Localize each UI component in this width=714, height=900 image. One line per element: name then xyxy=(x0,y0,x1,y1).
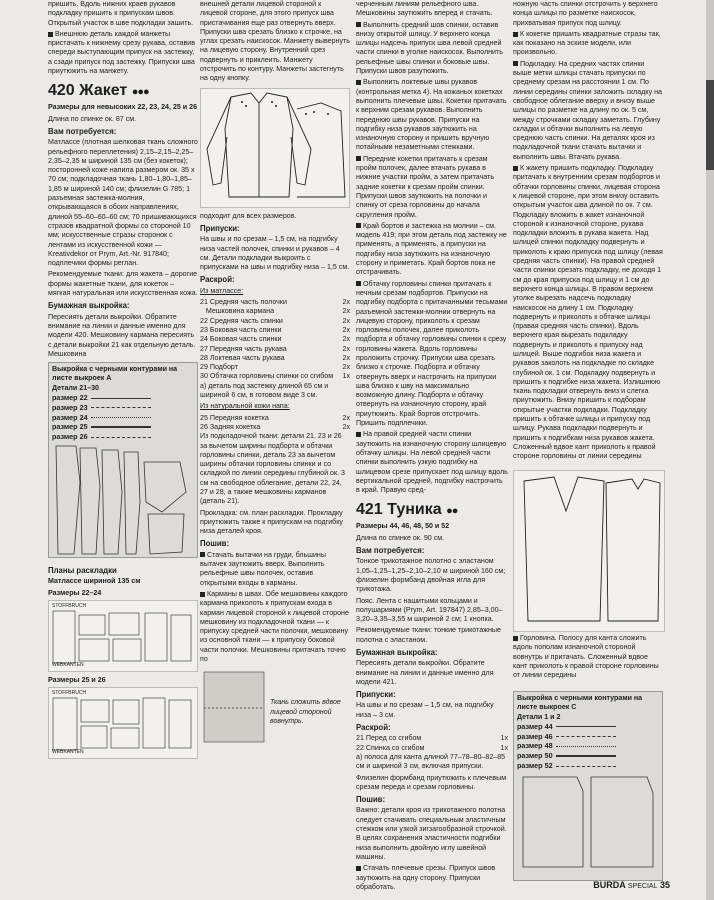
tunic-technical-drawing xyxy=(513,470,665,632)
sewing-title: Пошив: xyxy=(356,795,386,805)
brand-special: SPECIAL xyxy=(627,883,658,890)
length-label: Длина по спинке ок. 87 см. xyxy=(48,114,137,123)
tunic-pattern-diagram xyxy=(517,771,659,871)
allowance-title: Припуски: xyxy=(200,223,240,233)
brand-name: BURDA xyxy=(593,880,626,890)
cuff-text-cont: внешней детали лицевой стороной к лицевой стороне, для этого припуск шва пристачивания еще раз отвернуть вверх. Припуски шва срезать близко к строчке, на углах срезать наискосок. Манжету вывернуть на лицевую сторону. Внутренний срез подвернуть и приклеить. Манжету отстрочить по контуру. Манжеты застегнуть на одну кнопку. xyxy=(200,0,350,83)
leather-subtitle: Из натуральной кожи напа: xyxy=(200,402,290,411)
sizes-label: Размеры для невысоких 22, 23, 24, 25 и 26 xyxy=(48,103,198,112)
column-1 xyxy=(48,0,198,759)
instruction-text: Выполнить средний шов спинки, оставив внизу открытой шлицу. У верхнего конца шлицы надсечь припуск шва левой средней части спинки в уголке наискосок. Выполнить рельефные швы спинки и боковые швы. Припуски швов разутюжить. xyxy=(356,20,503,76)
size-line: размер 44 xyxy=(517,722,659,732)
size-line: размер 26 xyxy=(52,432,194,442)
list-item: 23 Боковая часть спинки 2x xyxy=(200,325,350,334)
size-line: размер 46 xyxy=(517,732,659,742)
pattern-pieces-diagram xyxy=(52,442,194,560)
list-item: 29 Подборт 2x xyxy=(200,363,350,372)
bullet-icon xyxy=(200,552,205,557)
layout-fabric: Матлассе шириной 135 см xyxy=(48,577,141,586)
pattern-sizes-legend xyxy=(517,722,659,771)
instruction-text: ножную часть спинки отстрочить у верхнего конца шлицы по разметке наискосок, прихватывая припуск под шлицу. xyxy=(513,0,658,27)
page-number: 35 xyxy=(659,880,670,890)
pattern-box-parts: Детали 1 и 2 xyxy=(517,712,561,721)
need-title: Вам потребуется: xyxy=(48,126,117,136)
cutting-extra: а) деталь под застежку длиной 65 см и шириной 6 см, в готовом виде 3 см. xyxy=(200,381,329,400)
layout-sizes-2: Размеры 25 и 26 xyxy=(48,675,106,684)
pattern-box-title: Выкройка с черными контурами на листе выкроек С xyxy=(517,694,643,712)
bullet-icon xyxy=(513,32,518,37)
instruction-text: Передние кокетки притачать к срезам пройм полочек, далее втачать рукава в нижние участки пройм, а затем притачать задние кокетки к срезам пройм спинки. Припуски швов заутюжить на полочки и спинку от среза горловины до начала скругления пройм. xyxy=(356,154,495,219)
bullet-icon xyxy=(513,61,518,66)
decor-text: Пояс. Лента с нашитыми кольцами и полушариями (Prym, Art. 197847) 2,85–3,00–3,20–3,35–3,55 м шириной 2 см; 1 кнопка. xyxy=(356,596,503,624)
column-4 xyxy=(513,0,663,464)
instruction-text: Обтачку горловины спинки притачать к нечным срезам подбортов. Припуски на подгибку подборта с притачанными тесьмами разъемной застежки-молнии отвернуть на лицевую сторону, приколоть к срезам горловины полочек, далее приколоть подборта и обтачку горловины спинки к срезу горловины жакета. Вдоль горловины проложить строчку. Припуски шва срезать близко к строчке. Подборта и обтачку отвернуть вверх и настрочить на припуски шва близко к шву на максимально возможную длину. Подборта и обтачку отвернуть на изнаночную сторону, край приутюжить. Край бортов отстрочить. Пришить подплечики. xyxy=(356,279,508,428)
bullet-icon xyxy=(356,22,361,27)
size-line: размер 25 xyxy=(52,422,194,432)
instruction-text: К кокетке пришить квадратные стразы так, как показано на эскизе модели, или произвольно. xyxy=(513,29,661,57)
bullet-icon xyxy=(200,592,205,597)
need-text: Матлассе (плотная шелковая ткань сложного рельефного переплетения) 2,15–2,15–2,25–2,35–2,35 м шириной 135 см (без кокеток); посторонней коже напила размером ок. 35 х 70 см; подкладочная ткань 1,80–1,80–1,85–1,85 м шириной 140 см; флизелин G 785; 1 разъемная застежка-молния, открывающаяся в обоих направлениях, длиной 55–60–60–60 см; 70 пришивающихся стразов квадратной формы со стороной 10 мм; искусственные стразы сторонок с лентами из искусственной кожи — Kreativdekor от Prym, Art.-Nr. 917840; подплечики формы реглан. xyxy=(48,138,198,268)
fold-caption: Ткань сложить вдвое лицевой стороной вовнутрь. xyxy=(270,699,341,725)
lining-text: Из подкладочной ткани: детали 21, 23 и 26 за вычетом ширины подборта и обтачки горловины спинки, деталь 23 за вычетом ширины обтачки горловины спинки и со складкой по линии середины глубиной ок. 3 см на свободное облегание, детали 22, 24, 27 и 28, а также мешковины карманов (деталь 21). xyxy=(200,432,345,506)
pattern-box-parts: Детали 21–30 xyxy=(52,383,99,392)
column-3 xyxy=(356,0,508,894)
size-line: размер 22 xyxy=(52,393,194,403)
list-item: 25 Передняя кокетка 2x xyxy=(200,413,350,422)
cut-note: подходит для всех размеров. xyxy=(200,211,297,220)
cutting-list xyxy=(356,734,508,753)
bullet-icon xyxy=(356,432,361,437)
difficulty-dots-icon: ●●● xyxy=(131,86,149,99)
instruction-text: Край бортов и застежка на молнии – см. модель 419; при этом деталь под застежку не применять, а применять, а припуски на подгибку низа заутюжить на изнаночную сторону и приметать. Край бортов пока не отстрачивать. xyxy=(356,221,507,277)
sewing-title: Пошив: xyxy=(200,539,230,549)
paper-pattern-text: Пересиять детали выкройки. Обратите внимание на линии и данные именно для модели 420. Мешковину кармана пересиять с детали выкройки 21 как отдельную деталь. Мешковина xyxy=(48,312,196,358)
layout-sizes-1: Размеры 22–24 xyxy=(48,588,102,597)
bullet-icon xyxy=(356,156,361,161)
instruction-text: На правой средней части спинки заутюжить на изнаночную сторону шлицевую обтачку шлицы. На левой средней части спинки выполнить узкую подгибку на шлицевом срезе припускает под шлицу вдоль вертикальной средней, подгибку настрочить в край. Правую сред- xyxy=(356,430,508,495)
allowance-title: Припуски: xyxy=(356,690,396,700)
layout-plan-2 xyxy=(48,687,198,759)
size-line: размер 48 xyxy=(517,741,659,751)
list-item: Мешковина кармана 2x xyxy=(205,307,350,316)
recommended-fabrics: Рекомендуемые ткани: тонкие трикотажные полотна с эластаном. xyxy=(356,626,501,644)
bullet-icon xyxy=(513,166,518,171)
sizes-label: Размеры 44, 46, 48, 50 и 52 xyxy=(356,522,450,531)
layout-plan-1 xyxy=(48,600,198,672)
bullet-icon xyxy=(48,32,53,37)
bullet-icon xyxy=(356,223,361,228)
interfacing-hint: Прокладка: см. план раскладки. Прокладку приутюжить также к припускам на подгибку низа деталей кроя. xyxy=(200,508,343,536)
instruction-text: К жакету пришить подкладку. Подкладку притачать к внутренним срезам подбортов и обтачки горловины спинки, лицевая сторона к лицевой стороне, при этом внизу оставить открытым участок шва длиной по ок. 7 см. Подкладку вложить в жакет изнаночной стороной к изнаночной стороне, рукава подкладки вложить в рукава жакета. Над шлицей спинки подкладку подвернуть и приколоть к краю припуска под шлицу (левая средняя часть спинки). На правой средней части спинки срезать подкладку, не доходя 1 см до края припуска под шлицу и 1 см до верхнего конца шлицы. В правом верхнем уголке вырезать надсечь подкладку наискосок на длину 1 см. Подкладку подвернуть и приколоть к обтачке шлицы (правая средняя часть спинки). Вдоль верхнего края вырезать подкладку подвернуть и приколоть к припуску над шлицей. Выше подгибок низа жакета и рукавов заколоть на подкладке по складке глубиной ок. 1 см. Подкладку подвернуть и пришить к подгибке низа жакета. Излишнюю ткань подкладки отвернуть вниз и слегка приутюжить. Внизу пришить к подборам открытые участки подкладки. Подкладку пришить к обтачке шлицы и припуску под шлицу. Рукава подкладки подвернуть и пришить к подгибкам низа рукавов жакета. Сложенный вдвое кант приколоть к правой стороне горловины от линии середины xyxy=(513,164,663,461)
selvage-label: WEBKANTEN xyxy=(52,661,84,668)
instruction-text: Выполнить локтевые швы рукавов (контрольная метка 4). На кожаных кокетках выполнить плечевые швы. Кокетки притачать к верхним срезам рукавов. Выполнить переднюю швы рукавов. Припуски на подгибку низа рукавов заутюжить на изнаночную сторону и пришить вручную потайными незаметными стежками. xyxy=(356,78,507,152)
need-text: Тонкое трикотажное полотно с эластаном 1,05–1,25–1,25–2,10–2,10 м шириной 160 см; флизелин формбанд двойная игла для трикотажа. xyxy=(356,557,506,594)
bullet-icon xyxy=(356,80,361,85)
neckline-caption: Горловина. Полосу для канта сложить вдоль пополам изнаночной стороной вовнутрь и притачать. Сложенный вдвое кант приколоть к правой стороне горловины от линии середины xyxy=(513,634,659,680)
difficulty-dots-icon: ●● xyxy=(446,505,458,518)
model-420-title: 420 Жакет ●●● xyxy=(48,82,149,100)
pattern-box-title: Выкройка с черными контурами на листе выкроек А xyxy=(52,365,178,383)
interfacing-text: Флизелин формбанд приутюжить к плечевым срезам переда и срезам горловины. xyxy=(356,773,507,791)
cutting-list xyxy=(200,298,350,382)
sewing-step-1: Стачать вытачки на груди, бльшины вытачек заутюжить вверх. Выполнить рельефные швы полочек, оставив открытыми входы в карманы. xyxy=(200,550,326,587)
fold-illustration xyxy=(200,668,350,748)
jacket-sketch xyxy=(201,89,349,205)
intro-text: пришить. Вдоль нижних краев рукавов подкладку пришить к припускам швов. Открытый участок в шве подкладки зашить. xyxy=(48,0,194,27)
list-item: 28 Локтевая часть рукава 2x xyxy=(200,353,350,362)
size-line: размер 50 xyxy=(517,751,659,761)
page-edge-band xyxy=(706,0,714,900)
tunic-pattern-box xyxy=(513,691,663,881)
instruction-text: черченным линиям рельефного шва. Мешковины заутюжить вперед и стачать. xyxy=(356,0,493,18)
sewing-text: Важно: детали кроя из трикотажного полотна следует стачивать специальным эластичным стежком или узкой зигзагообразной строчкой. В целях сохранения эластичности подгибки низа выполнить двойную иглу швейной машины. xyxy=(356,806,507,861)
page-footer xyxy=(593,880,670,890)
list-item: 30 Обтачка горловины спинки со сгибом 1x xyxy=(200,372,350,381)
list-item: 22 Спинка со сгибом 1x xyxy=(356,743,508,752)
sewing-step-2: Карманы в швах. Обе мешковины каждого кармана приколоть к припускам входа в карман лицевой стороной к лицевой стороне мешковину из подкладочной ткани — к припуску средней части полочки, мешковину из основной ткани — к припуску боковой части полочки. Мешковины притачать точно по xyxy=(200,589,349,664)
tunic-sketch xyxy=(514,471,664,631)
fold-label: STOFFBRUCH xyxy=(52,602,87,609)
list-item: 27 Передняя часть рукава 2x xyxy=(200,344,350,353)
paper-pattern-text: Пересиять детали выкройки. Обратите внимание на линии и данные именно для модели 421. xyxy=(356,659,494,686)
selvage-label: WEBKANTEN xyxy=(52,748,84,755)
paper-pattern-title: Бумажная выкройка: xyxy=(48,301,130,311)
cutting-title: Раскрой: xyxy=(356,723,391,733)
pattern-sizes-legend xyxy=(52,393,194,442)
leather-list xyxy=(200,414,350,433)
recommended-fabrics: Рекомендуемые ткани: для жакета – дорогие формы жакетные ткани, для кокеток – мягкая натуральная или искусственная кожа. xyxy=(48,270,198,298)
fold-diagram xyxy=(200,668,270,748)
bullet-icon xyxy=(356,281,361,286)
paper-pattern-title: Бумажная выкройка: xyxy=(356,648,438,657)
allowance-text: На швы и по срезам – 1,5 см, на подгибку низа – 3 см. xyxy=(356,701,494,719)
instruction-text: Подкладку. На средних частях спинки выше метки шлицы стачать припуски по среднему срезам на расстоянии 1 см. По линии середины спинки заложить складку на свободное облегание вверху и внизу выше шлицы по разметке на длину по ок. 5 см, между строчками складку заметать. Глубину складки и обтачки выполнить на левую среднюю часть спинки. На деталях кроя из подкладочной ткани стачать вытачки и выполнить швы. Втачать рукава. xyxy=(513,59,662,161)
list-item: 26 Задняя кокетка 2x xyxy=(200,422,350,431)
list-item: 24 Боковая часть спинки 2x xyxy=(200,335,350,344)
fold-label: STOFFBRUCH xyxy=(52,690,87,697)
bullet-icon xyxy=(513,636,518,641)
column-2 xyxy=(200,0,350,748)
allowance-text: На швы и по срезам – 1,5 см, на подгибку низа частей полочек, спинки и рукавов – 4 см. Детали подкладки выкроить с припусками на швы и подгибку низа – 1,5 см. xyxy=(200,235,350,272)
layout-title: Планы раскладки xyxy=(48,566,117,576)
size-line: размер 23 xyxy=(52,403,194,413)
length-label: Длина по спинке ок. 90 см. xyxy=(356,533,445,542)
need-title: Вам потребуется: xyxy=(356,546,425,556)
edge-tab xyxy=(706,80,714,170)
list-item: 21 Средняя часть полочки 2x xyxy=(200,298,350,307)
model-421-title: 421 Туника ●● xyxy=(356,501,458,519)
size-line: размер 24 xyxy=(52,413,194,423)
size-line: размер 52 xyxy=(517,761,659,771)
fabric-subtitle: Из матлассе: xyxy=(200,286,244,295)
sewing-step: Стачать плечевые срезы. Припуск швов заутюжить на одну сторону. Припуски обработать. xyxy=(356,864,496,891)
cuff-text: Внешнюю деталь каждой манжеты пристачать к нижнему срезу рукава, оставив спереди выступающим припуск на застежку, а сзади припуск под застежку. Припуски шва приутюжить на манжету. xyxy=(48,29,195,76)
cutting-extra: а) полоса для канта длиной 77–78–80–82–85 см и шириной 3 см, включая припуски. xyxy=(356,752,506,771)
cutting-title: Раскрой: xyxy=(200,275,235,285)
bullet-icon xyxy=(356,866,361,871)
jacket-technical-drawing xyxy=(200,88,350,208)
list-item: 21 Перед со сгибом 1x xyxy=(356,734,508,743)
pattern-sheet-box xyxy=(48,362,198,558)
list-item: 22 Средняя часть спинки 2x xyxy=(200,316,350,325)
